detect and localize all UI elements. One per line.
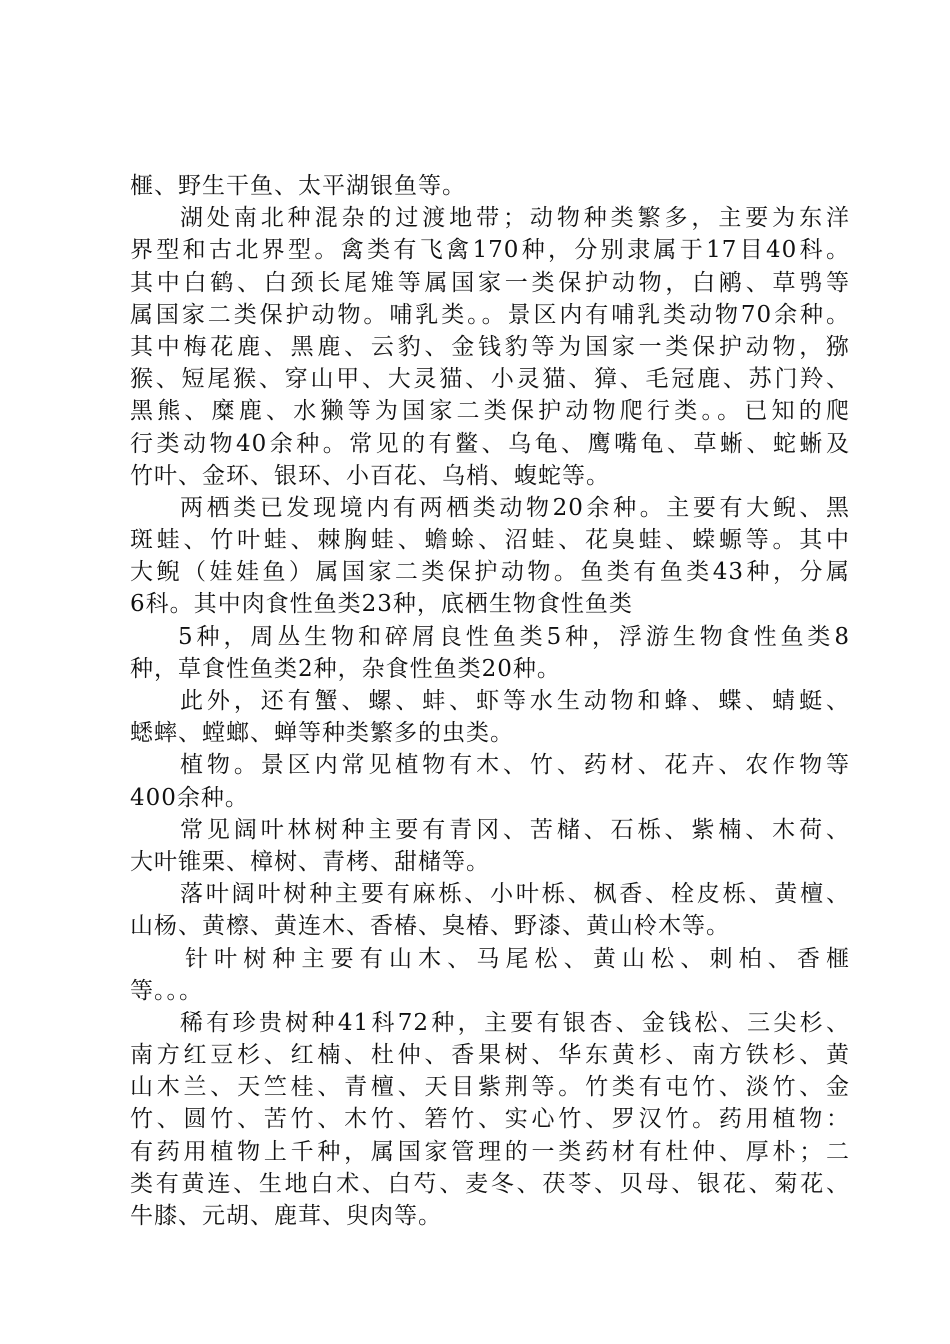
text-line: 5种，周丛生物和碎屑良性鱼类5种，浮游生物食性鱼类8 bbox=[178, 623, 850, 650]
text-line: 大鲵（娃娃鱼）属国家二类保护动物。鱼类有鱼类43种，分属 bbox=[130, 559, 850, 586]
text-line: 行类动物40余种。常见的有鳖、乌龟、鹰嘴龟、草蜥、蛇蜥及 bbox=[130, 430, 850, 457]
text-line: 其中白鹤、白颈长尾雉等属国家一类保护动物，白鹇、草鸮等 bbox=[130, 269, 850, 296]
text-line: 有药用植物上千种，属国家管理的一类药材有杜仲、厚朴；二 bbox=[130, 1138, 850, 1165]
text-line: 落叶阔叶树种主要有麻栎、小叶栎、枫香、栓皮栎、黄檀、 bbox=[180, 881, 850, 908]
text-line: 竹、圆竹、苦竹、木竹、箬竹、实心竹、罗汉竹。药用植物： bbox=[130, 1106, 850, 1133]
text-line: 类有黄连、生地白术、白芍、麦冬、茯苓、贝母、银花、菊花、 bbox=[130, 1170, 850, 1197]
document-body bbox=[130, 170, 850, 1232]
text-line: 猴、短尾猴、穿山甲、大灵猫、小灵猫、獐、毛冠鹿、苏门羚、 bbox=[130, 366, 850, 393]
text-line: 植物。景区内常见植物有木、竹、药材、花卉、农作物等 bbox=[180, 752, 850, 779]
text-line: 大叶锥栗、樟树、青栲、甜槠等。 bbox=[130, 848, 490, 875]
text-line: 6科。其中肉食性鱼类23种，底栖生物食性鱼类 bbox=[130, 591, 633, 618]
text-line: 山木兰、天竺桂、青檀、天目紫荆等。竹类有屯竹、淡竹、金 bbox=[130, 1074, 850, 1101]
text-line: 竹叶、金环、银环、小百花、乌梢、蝮蛇等。 bbox=[130, 462, 610, 489]
text-line: 400余种。 bbox=[130, 784, 249, 811]
text-line: 界型和古北界型。禽类有飞禽170种，分别隶属于17目40科。 bbox=[130, 237, 850, 264]
text-line: 榧、野生干鱼、太平湖银鱼等。 bbox=[130, 173, 466, 199]
text-line: 斑蛙、竹叶蛙、棘胸蛙、蟾蜍、沼蛙、花臭蛙、蝾螈等。其中 bbox=[130, 527, 850, 554]
text-line: 黑熊、糜鹿、水獭等为国家二类保护动物爬行类。。已知的爬 bbox=[130, 398, 850, 425]
text-line: 其中梅花鹿、黑鹿、云豹、金钱豹等为国家一类保护动物，猕 bbox=[130, 333, 850, 360]
text-line: 针叶树种主要有山木、马尾松、黄山松、刺柏、香榧 bbox=[185, 945, 850, 972]
text-line: 属国家二类保护动物。哺乳类。。景区内有哺乳类动物70余种。 bbox=[130, 301, 850, 328]
text-line: 湖处南北种混杂的过渡地带；动物种类繁多，主要为东洋 bbox=[180, 205, 850, 232]
text-line: 种，草食性鱼类2种，杂食性鱼类20种。 bbox=[130, 655, 561, 682]
text-line: 等。。。 bbox=[130, 977, 203, 1004]
text-line: 牛膝、元胡、鹿茸、臾肉等。 bbox=[130, 1203, 442, 1229]
text-line: 两栖类已发现境内有两栖类动物20余种。主要有大鲵、黑 bbox=[180, 494, 850, 521]
text-line: 稀有珍贵树种41科72种，主要有银杏、金钱松、三尖杉、 bbox=[180, 1009, 850, 1036]
text-line: 南方红豆杉、红楠、杜仲、香果树、华东黄杉、南方铁杉、黄 bbox=[130, 1042, 850, 1069]
text-line: 常见阔叶林树种主要有青冈、苦槠、石栎、紫楠、木荷、 bbox=[180, 816, 850, 843]
text-line: 山杨、黄檫、黄连木、香椿、臭椿、野漆、黄山柃木等。 bbox=[130, 913, 730, 940]
text-line: 蟋蟀、螳螂、蝉等种类繁多的虫类。 bbox=[130, 720, 514, 747]
text-line: 此外，还有蟹、螺、蚌、虾等水生动物和蜂、蝶、蜻蜓、 bbox=[180, 688, 850, 714]
